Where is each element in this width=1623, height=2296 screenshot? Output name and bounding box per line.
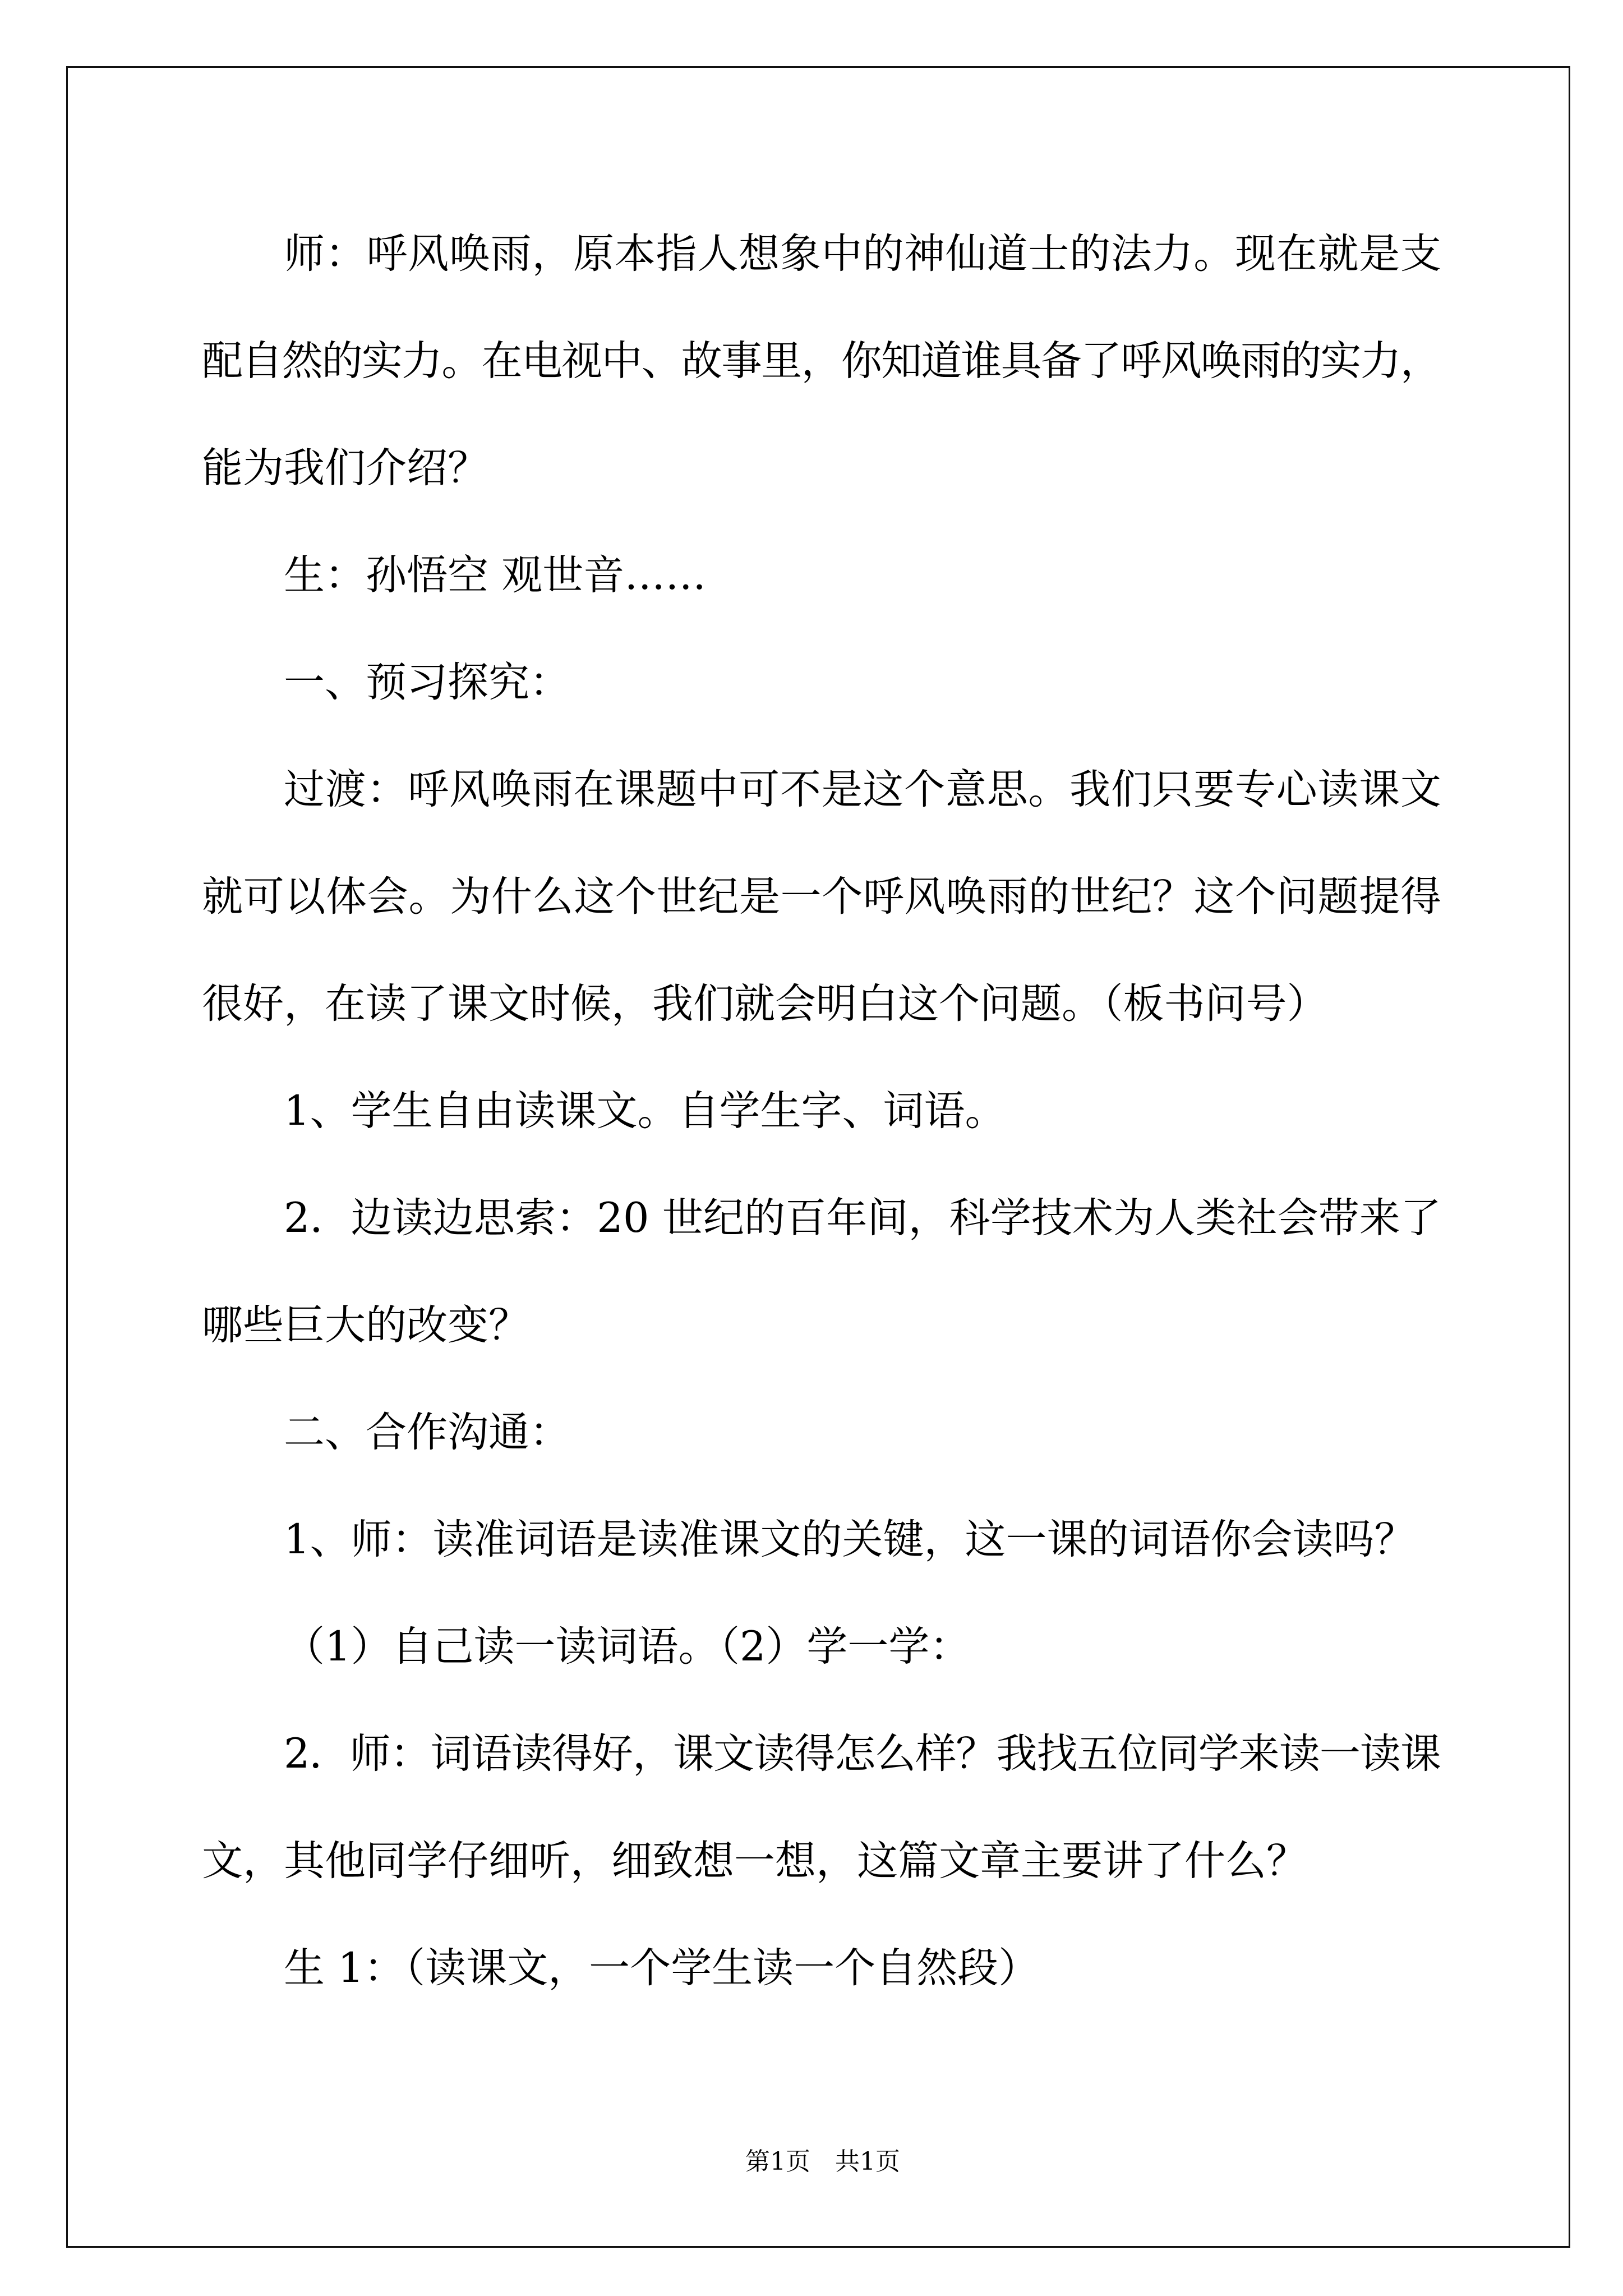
line-text: 1、师：读准词语是读准课文的关键，这一课的词语你会读吗？: [284, 1516, 1415, 1563]
line-text: 1、学生自由读课文。自学生字、词语。: [284, 1087, 1006, 1135]
page-footer: [11, 2145, 1623, 2179]
paragraph-line: [202, 1057, 1441, 1165]
line-text: 师：呼风唤雨，原本指人想象中的神仙道士的法力。现在就是支: [284, 230, 1442, 278]
line-text: 2．边读边思索：20 世纪的百年间，科学技术为人类社会带来了: [284, 1194, 1442, 1242]
line-text: 文，其他同学仔细听，细致想一想，这篇文章主要讲了什么？: [202, 1837, 1307, 1885]
paragraph-line: [202, 736, 1441, 843]
line-text: 过渡：呼风唤雨在课题中可不是这个意思。我们只要专心读课文: [284, 766, 1442, 813]
paragraph-line: [202, 950, 1441, 1057]
paragraph-line: [202, 1272, 1441, 1379]
line-text: 二、合作沟通：: [284, 1409, 570, 1456]
line-text: 配自然的实力。在电视中、故事里，你知道谁具备了呼风唤雨的实力，: [202, 337, 1441, 385]
line-text: 生 1：（读课文，一个学生读一个自然段）: [284, 1944, 1040, 1992]
paragraph-line: [202, 200, 1441, 307]
paragraph-line: [202, 843, 1441, 950]
paragraph-line: [202, 1915, 1441, 2022]
paragraph-line: [202, 1165, 1441, 1272]
line-text: （1）自己读一读词语。（2）学一学：: [284, 1623, 971, 1671]
section-heading: [202, 629, 1441, 736]
line-text: 哪些巨大的改变？: [202, 1301, 529, 1349]
line-text: 一、预习探究：: [284, 659, 570, 706]
line-text: 就可以体会。为什么这个世纪是一个呼风唤雨的世纪？这个问题提得: [202, 873, 1442, 921]
document-body: [202, 200, 1441, 2022]
paragraph-line: [202, 415, 1441, 522]
line-text: 2．师：词语读得好，课文读得怎么样？我找五位同学来读一读课: [284, 1730, 1441, 1778]
line-text: 能为我们介绍？: [202, 444, 488, 492]
paragraph-line: [202, 1486, 1441, 1593]
paragraph-line: [202, 1807, 1441, 1915]
page-number-label: 第1页 共1页: [745, 2147, 900, 2176]
paragraph-line: [202, 1700, 1441, 1807]
line-text: 很好，在读了课文时候，我们就会明白这个问题。（板书问号）: [202, 980, 1328, 1028]
paragraph-line: [202, 522, 1441, 629]
paragraph-line: [202, 1593, 1441, 1700]
section-heading: [202, 1379, 1441, 1486]
line-text: 生：孙悟空 观世音……: [284, 551, 707, 599]
paragraph-line: [202, 307, 1441, 415]
